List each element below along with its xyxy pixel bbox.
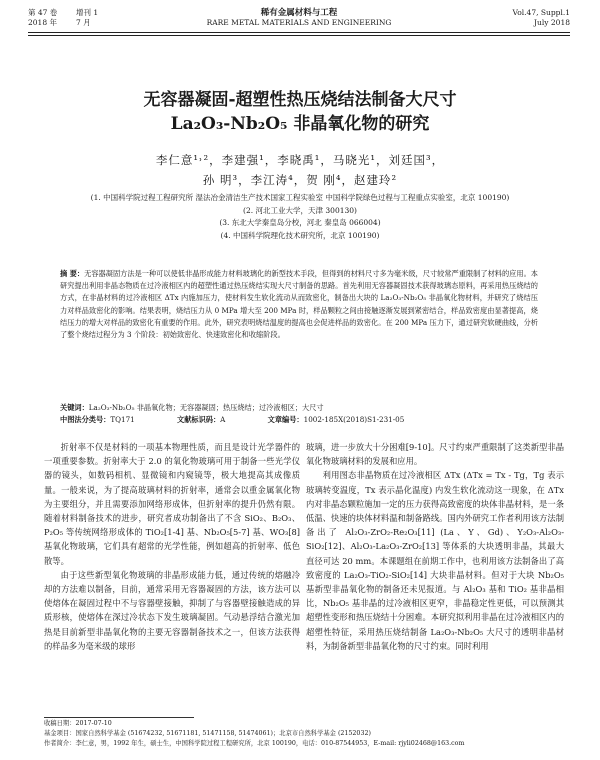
supplement-cn: 增刊 1 bbox=[76, 8, 99, 17]
doc-code-value: A bbox=[220, 415, 226, 425]
authors-line-2: 孙 明³，李江涛⁴，贺 刚⁴，赵建玲² bbox=[202, 173, 398, 187]
fund-info: 基金项目：国家自然科学基金 (51674232, 51671181, 51471158, 51474061)；北京市自然科学基金 (2152032) bbox=[44, 730, 371, 737]
article-title bbox=[20, 88, 580, 136]
affiliation-2: (2. 河北工业大学，天津 300130) bbox=[243, 205, 357, 215]
abstract-label: 摘 要： bbox=[60, 269, 85, 278]
body-column-right bbox=[306, 440, 564, 653]
header-rule bbox=[28, 32, 570, 33]
authors-line-1: 李仁意¹˒²，李建强¹，李晓禹¹，马晓光¹，刘廷国³， bbox=[155, 153, 445, 167]
clc-value: TQ171 bbox=[110, 415, 135, 425]
doc-code-label: 文献标识码： bbox=[177, 415, 221, 425]
header-right bbox=[513, 8, 570, 28]
author-list bbox=[40, 150, 560, 190]
volume-en: Vol.47, Suppl.1 bbox=[512, 8, 570, 17]
header-center bbox=[28, 8, 570, 28]
paragraph: 折射率不仅是材料的一项基本物理性质，而且是设计光学器件的一项重要参数。折射率大于 2.0 的氧化物玻璃可用于制备一些光学仪器的镜头，如数码相机、显微镜和内窥镜等，极大地提高其成像质量。一般来说，为了提高玻璃材料的折射率，通常会以重金属氧化物为主要组分，并且需要添加网络形成体，但折射率的提升仍然有限。随着材料制备技术的进步，研究者成功制备出了不含 SiO₂、B₂O₃、P₂O₅ 等传统网络形成体的 TiO₂[1-4] 基、Nb₂O₅[5-7] 基、WO₃[8] 基氧化物玻璃，它们具有超常的光学性能，例如超高的折射率、低色散等。 bbox=[44, 442, 300, 566]
volume-cn: 第 47 卷 bbox=[28, 8, 58, 17]
body-column-left bbox=[44, 440, 300, 653]
journal-name-cn: 稀有金属材料与工程 bbox=[260, 8, 338, 18]
classification-line bbox=[60, 414, 538, 426]
month-cn: 7 月 bbox=[76, 18, 91, 27]
article-meta bbox=[60, 402, 538, 427]
journal-name-en: RARE METAL MATERIALS AND ENGINEERING bbox=[206, 18, 392, 27]
footnote-rule bbox=[44, 717, 194, 718]
article-number-value: 1002-185X(2018)S1-231-05 bbox=[303, 415, 405, 425]
year-cn: 2018 年 bbox=[28, 18, 57, 27]
footnote bbox=[44, 719, 570, 749]
paragraph: 由于这些新型氧化物玻璃的非晶形成能力低，通过传统的熔融冷却的方法难以制备，目前，通常采用无容器凝固的方法，该方法可以使熔体在凝固过程中不与容器壁接触，抑制了与容器壁接触造成的异质形核，使熔体在深过冷状态下发生玻璃凝固。气动悬浮结合激光加热是目前新型非晶氧化物的主要无容器制备技术之一，但该方法获得的样品多为毫米级的球形 bbox=[44, 569, 300, 651]
keywords-label: 关键词： bbox=[60, 403, 89, 412]
keywords bbox=[60, 402, 538, 414]
paragraph: 利用图态非晶物质在过冷液相区 ΔTx (ΔTx = Tx - Tg，Tg 表示玻璃转变温度，Tx 表示晶化温度) 内发生软化流动这一现象，在 ΔTx 内对非晶态颗粒施加一定的压力获得高致密度的块体非晶材料，是一条低温、快速的块体材料温和制备路线。国内外研究工作者利用该方法制备出了 Al₂O₃-ZrO₂-Re₂O₃[11] (La、Y、Gd)、Y₂O₃-Al₂O₃-SiO₂[12]、Al₂O₃-La₂O₃-ZrO₂[13] 等体系的大块透明非晶，其最大直径可达 20 mm。本课题组在前期工作中，也利用该方法制备出了高致密度的 La₂O₃-TiO₂-SiO₂[14] 大块非晶材料。但对于大块 Nb₂O₅ 基新型非晶氧化物的制备还未见报道。与 Al₂O₃ 基和 TiO₂ 基非晶相比，Nb₂O₅ 基非晶的过冷液相区更窄，非晶稳定性更低，可以预测其超塑性变形和热压烧结十分困难。本研究拟利用非晶在过冷液相区内的超塑性特征，采用热压烧结制备 La₂O₃-Nb₂O₅ 大尺寸的透明非晶材料，为制备新型非晶氧化物的尺寸约束。同时利用 bbox=[306, 470, 564, 651]
header-rule-thin bbox=[28, 35, 570, 36]
abstract bbox=[60, 268, 538, 341]
date-en: July 2018 bbox=[534, 18, 570, 27]
affiliations bbox=[40, 192, 560, 242]
paragraph: 玻璃，进一步放大十分困难[9-10]。尺寸约束严重限制了这类新型非晶氧化物玻璃材料的发展和应用。 bbox=[306, 442, 564, 467]
affiliation-3: (3. 东北大学秦皇岛分校，河北 秦皇岛 066004) bbox=[219, 218, 381, 227]
article-number-label: 文章编号： bbox=[267, 415, 304, 425]
clc-label: 中图法分类号： bbox=[60, 415, 111, 425]
received-date: 收稿日期：2017-07-10 bbox=[44, 720, 112, 727]
title-line-2: La₂O₃-Nb₂O₅ 非晶氧化物的研究 bbox=[170, 114, 430, 134]
abstract-text: 无容器凝固方法是一种可以使低非晶形成能力材料玻璃化的新型技术手段，但得到的材料尺寸多为毫米级，尺寸较常严重限制了材料的应用。本研究提出利用非晶态物质在过冷液相区内的超塑性通过热压烧结实现大尺寸制备的思路。首先利用无容器凝固技术获得玻璃态原料，再采用热压烧结的方式，在非晶材料的过冷液相区 ΔTx 内施加压力，使材料发生软化流动从而致密化，制备出大块的 La₂O₃-Nb₂O₅ 非晶氧化物材料，并研究了烧结压力对样品致密化的影响。结果表明，烧结压力从 0 MPa 增大至 200 MPa 时，样品颗粒之间由接触逐渐发展到紧密结合，样品致密度由显著提高，烧结压力的增大对样品的致密化有重要的作用。此外，研究表明烧结温度的提高也会促进样品的致密化。在 200 MPa 压力下，通过研究软硬曲线，分析了整个烧结过程分为 3 个阶段：初始致密化、快速致密化和收缩阶段。 bbox=[60, 269, 538, 340]
author-bio: 作者简介：李仁意，男，1992 年生，硕士生，中国科学院过程工程研究所，北京 100190，电话：010-87544953，E-mail: rjyli02468@163.com bbox=[44, 740, 465, 747]
title-line-1: 无容器凝固-超塑性热压烧结法制备大尺寸 bbox=[143, 90, 457, 110]
affiliation-1: (1. 中国科学院过程工程研究所 湿法冶金清洁生产技术国家工程实验室 中国科学院绿色过程与工程重点实验室，北京 100190) bbox=[90, 193, 510, 202]
affiliation-4: (4. 中国科学院理化技术研究所，北京 100190) bbox=[220, 230, 380, 240]
keywords-text: La₂O₃-Nb₂O₅ 非晶氧化物；无容器凝固；热压烧结；过冷液相区；大尺寸 bbox=[88, 403, 324, 412]
